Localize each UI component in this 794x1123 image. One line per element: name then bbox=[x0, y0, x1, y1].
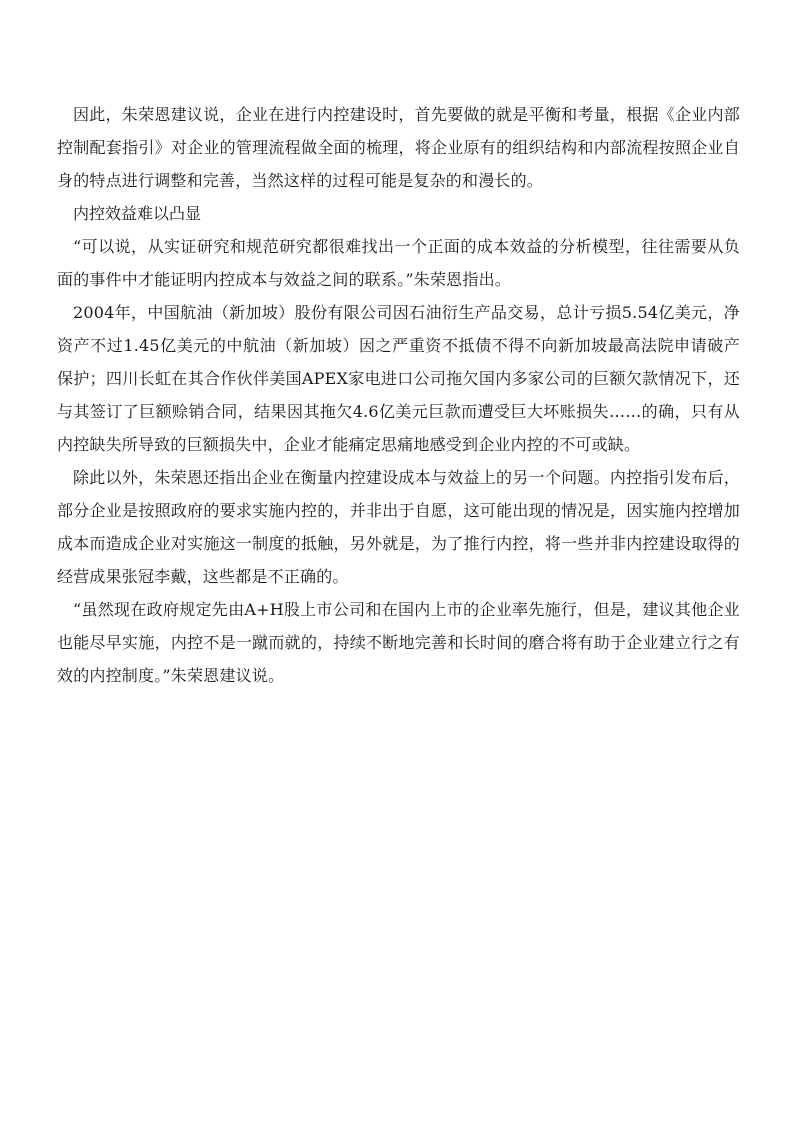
paragraph-quote-research: “可以说，从实证研究和规范研究都很难找出一个正面的成本效益的分析模型，往往需要从负面的事件中才能证明内控成本与效益之间的联系。”朱荣恩指出。 bbox=[57, 237, 740, 289]
paragraph-case-examples: 2004年，中国航油（新加坡）股份有限公司因石油衍生产品交易，总计亏损5.54亿美元，净资产不过1.45亿美元的中航油（新加坡）因之严重资不抵债不得不向新加坡最高法院申请破产保护；四川长虹在其合作伙伴美国APEX家电进口公司拖欠国内多家公司的巨额欠款情况下，还与其签订了巨额赊销合同，结果因其拖欠4.6亿美元巨款而遭受巨大坏账损失……的确，只有从内控缺失所导致的巨额损失中，企业才能痛定思痛地感受到企业内控的不可或缺。 bbox=[57, 303, 740, 454]
paragraph-balance: 因此，朱荣恩建议说，企业在进行内控建设时，首先要做的就是平衡和考量，根据《企业内部控制配套指引》对企业的管理流程做全面的梳理，将企业原有的组织结构和内部流程按照企业自身的特点进行调整和完善，当然这样的过程可能是复杂的和漫长的。 bbox=[57, 105, 740, 190]
paragraph-another-problem: 除此以外，朱荣恩还指出企业在衡量内控建设成本与效益上的另一个问题。内控指引发布后，部分企业是按照政府的要求实施内控的，并非出于自愿，这可能出现的情况是，因实施内控增加成本而造成企业对实施这一制度的抵触，另外就是，为了推行内控，将一些并非内控建设取得的经营成果张冠李戴，这些都是不正确的。 bbox=[57, 468, 740, 586]
article-body bbox=[57, 98, 740, 692]
section-heading: 内控效益难以凸显 bbox=[73, 204, 202, 223]
paragraph-closing-quote: “虽然现在政府规定先由A+H股上市公司和在国内上市的企业率先施行，但是，建议其他企业也能尽早实施，内控不是一蹴而就的，持续不断地完善和长时间的磨合将有助于企业建立行之有效的内控制度。”朱荣恩建议说。 bbox=[57, 600, 740, 685]
